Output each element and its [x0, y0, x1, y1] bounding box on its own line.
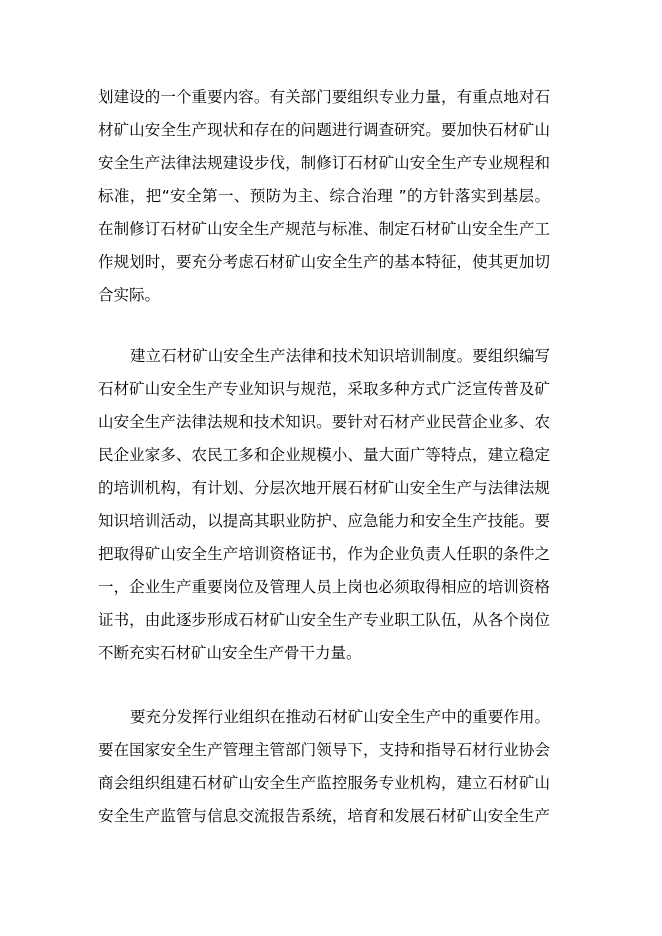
- paragraph-1-line-2: 材矿山安全生产现状和存在的问题进行调查研究。要加快石材矿山: [98, 121, 550, 139]
- paragraph-2-line-8: 一，企业生产重要岗位及管理人员上岗也必须取得相应的培训资格: [98, 578, 550, 596]
- paragraph-1-line-7: 合实际。: [98, 286, 161, 304]
- paragraph-3-line-1: 要充分发挥行业组织在推动石材矿山安全生产中的重要作用。: [130, 708, 550, 726]
- paragraph-1-line-5: 在制修订石材矿山安全生产规范与标准、制定石材矿山安全生产工: [98, 220, 550, 238]
- paragraph-1-line-3: 安全生产法律法规建设步伐，制修订石材矿山安全生产专业规程和: [98, 154, 550, 172]
- paragraph-1-line-4: 标准，把“安全第一、预防为主、综合治理 ”的方针落实到基层。: [98, 187, 550, 205]
- paragraph-1-line-6: 作规划时，要充分考虑石材矿山安全生产的基本特征，使其更加切: [98, 253, 550, 271]
- paragraph-2-line-2: 石材矿山安全生产专业知识与规范，采取多种方式广泛宣传普及矿: [98, 380, 550, 398]
- paragraph-2-line-7: 把取得矿山安全生产培训资格证书，作为企业负责人任职的条件之: [98, 545, 550, 563]
- paragraph-2-line-4: 民企业家多、农民工多和企业规模小、量大面广等特点，建立稳定: [98, 446, 550, 464]
- paragraph-1-line-1: 划建设的一个重要内容。有关部门要组织专业力量，有重点地对石: [98, 88, 550, 106]
- paragraph-2-line-1: 建立石材矿山安全生产法律和技术知识培训制度。要组织编写: [130, 347, 550, 365]
- paragraph-2-line-6: 知识培训活动，以提高其职业防护、应急能力和安全生产技能。要: [98, 512, 550, 530]
- paragraph-3-line-2: 要在国家安全生产管理主管部门领导下，支持和指导石材行业协会: [98, 741, 550, 759]
- paragraph-2-line-5: 的培训机构，有计划、分层次地开展石材矿山安全生产与法律法规: [98, 479, 550, 497]
- paragraph-2-line-10: 不断充实石材矿山安全生产骨干力量。: [98, 644, 362, 662]
- paragraph-2-line-9: 证书，由此逐步形成石材矿山安全生产专业职工队伍，从各个岗位: [98, 611, 550, 629]
- paragraph-3-line-4: 安全生产监管与信息交流报告系统，培育和发展石材矿山安全生产: [98, 807, 550, 825]
- paragraph-3-line-3: 商会组织组建石材矿山安全生产监控服务专业机构，建立石材矿山: [98, 774, 550, 792]
- paragraph-2-line-3: 山安全生产法律法规和技术知识。要针对石材产业民营企业多、农: [98, 413, 550, 431]
